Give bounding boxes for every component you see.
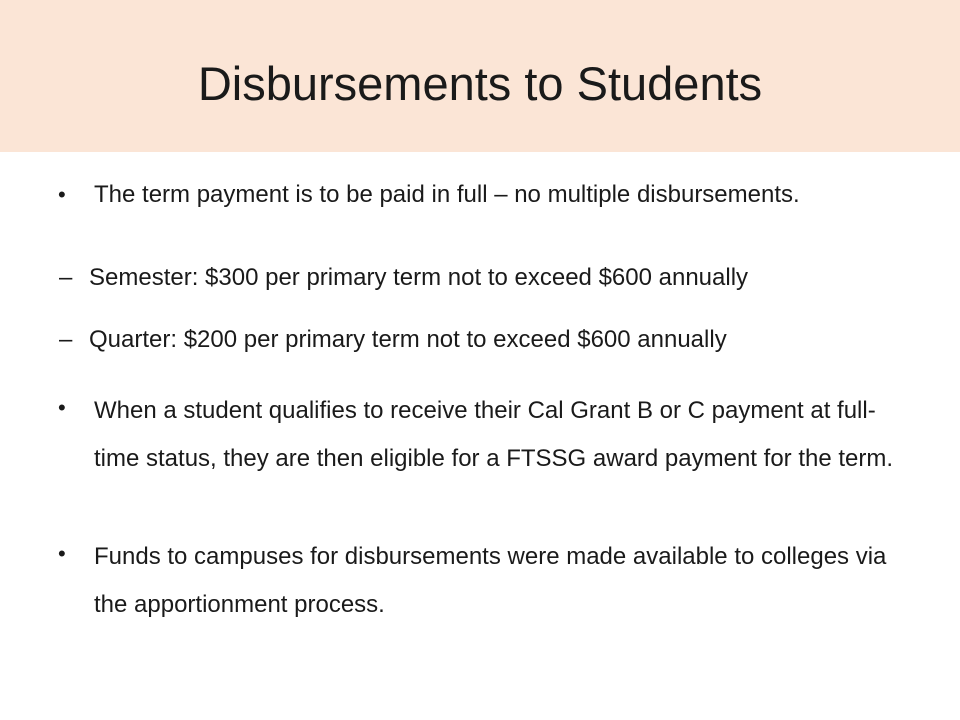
bullet-marker: • — [58, 541, 66, 566]
bullet-text: The term payment is to be paid in full – no multiple disbursements. — [94, 181, 800, 208]
bullet-text: When a student qualifies to receive their Cal Grant B or C payment at full-time status, they are then eligible for a FTSSG award payment for the term. — [94, 397, 894, 472]
slide-title: Disbursements to Students — [197, 57, 763, 110]
bullet-text: Funds to campuses for disbursements were made available to colleges via the apportionment process. — [94, 543, 887, 618]
bullet-marker: • — [58, 182, 66, 207]
sub-item-text: Quarter: $200 per primary term not to exceed $600 annually — [89, 326, 727, 353]
sub-item-marker: – — [59, 264, 73, 291]
sub-item-marker: – — [59, 326, 73, 353]
bullet-marker: • — [58, 395, 66, 420]
sub-item-text: Semester: $300 per primary term not to exceed $600 annually — [89, 264, 749, 291]
